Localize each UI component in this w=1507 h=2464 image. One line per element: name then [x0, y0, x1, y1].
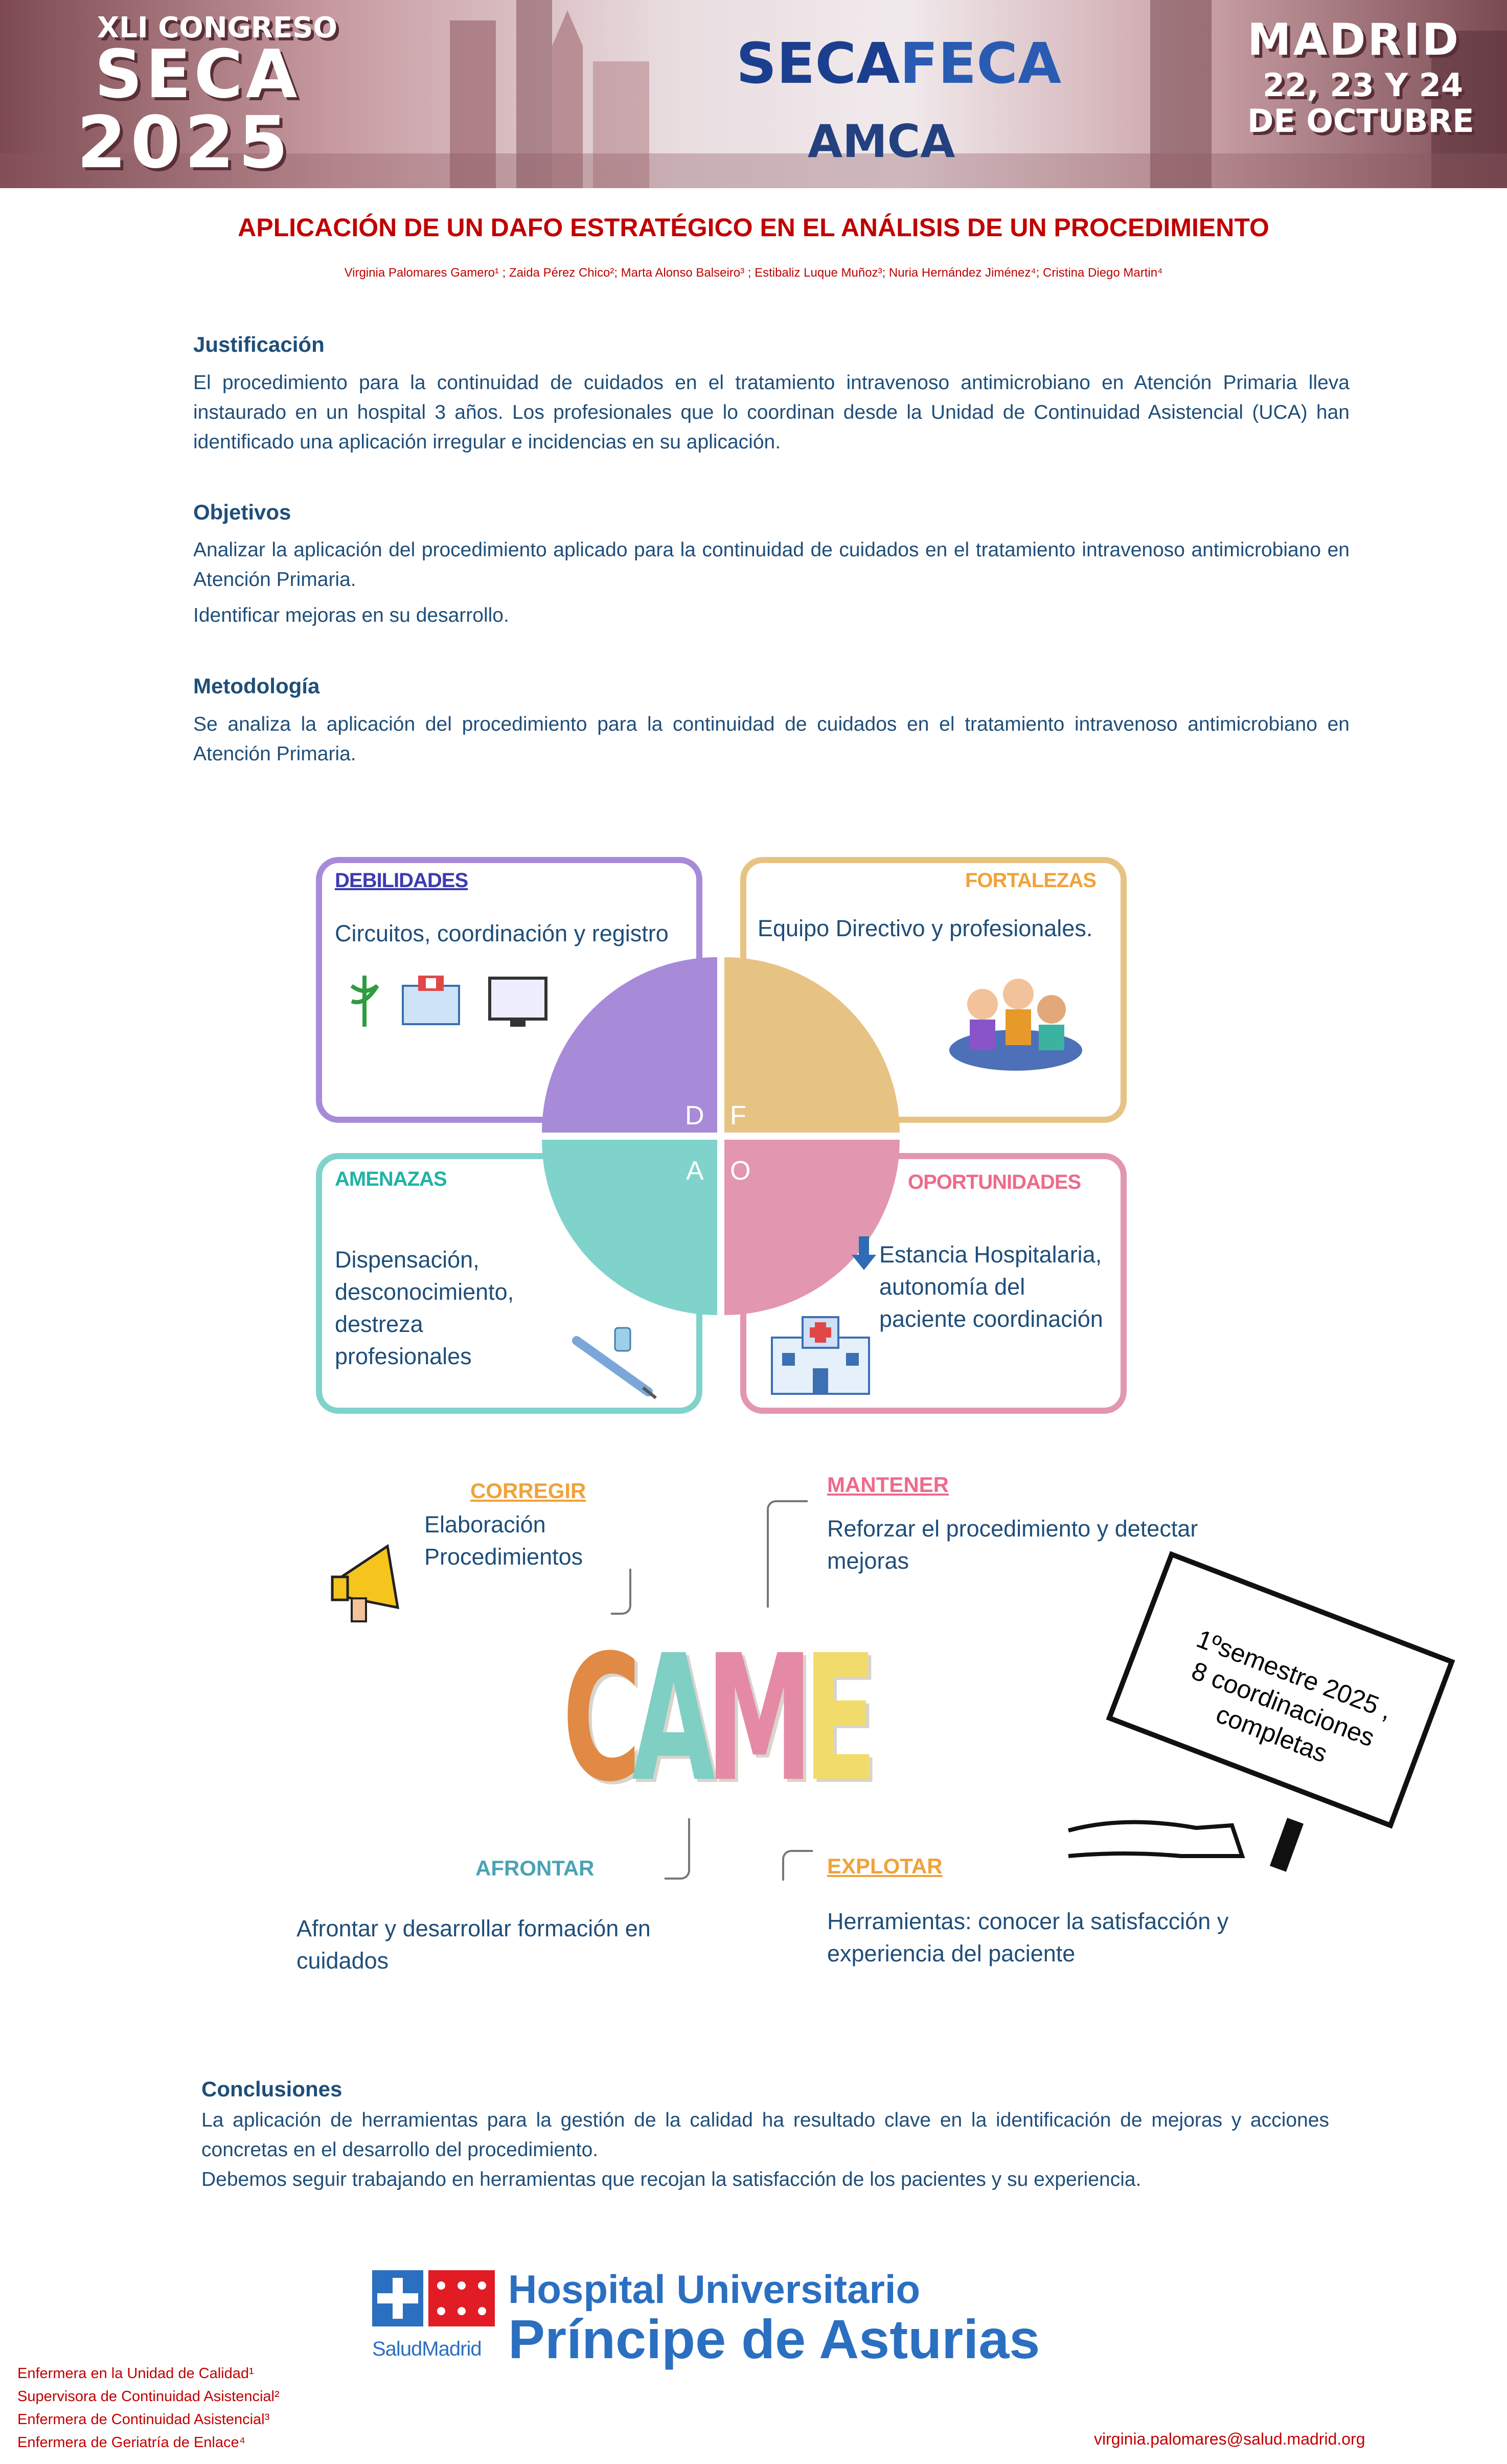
congress-name: SECA	[95, 35, 301, 113]
congress-city: MADRID	[1247, 14, 1461, 65]
bracket-explotar	[782, 1850, 813, 1881]
amca-logo: AMCA	[808, 115, 955, 168]
authors-line: Virginia Palomares Gamero¹ ; Zaida Pérez Chico²; Marta Alonso Balseiro³ ; Estibaliz Luque Muñoz³; Nuria Hernández Jiménez⁴; Cristina Diego Martin⁴	[344, 266, 1163, 280]
feca-logo: FECA	[900, 31, 1062, 96]
poster-title: APLICACIÓN DE UN DAFO ESTRATÉGICO EN EL ANÁLISIS DE UN PROCEDIMIENTO	[238, 213, 1269, 242]
contact-email[interactable]: virginia.palomares@salud.madrid.org	[1094, 2430, 1365, 2448]
congress-number: XLI CONGRESO	[97, 11, 338, 44]
amenazas-label: AMENAZAS	[335, 1168, 447, 1190]
explotar-text: Herramientas: conocer la satisfacción y experiencia del paciente	[827, 1908, 1229, 1966]
syringe-icon	[572, 1325, 658, 1402]
objetivos-text-2: Identificar mejoras en su desarrollo.	[193, 604, 509, 626]
metodologia-heading: Metodología	[193, 674, 320, 698]
hospital-building-icon	[762, 1312, 879, 1399]
came-letter-m: M	[705, 1618, 804, 1820]
hospital-name-line2: Príncipe de Asturias	[508, 2308, 1040, 2370]
oportunidades-label: OPORTUNIDADES	[908, 1171, 1081, 1193]
affiliations	[17, 2362, 280, 2454]
hospital-name-line1: Hospital Universitario	[508, 2267, 921, 2312]
justificacion-heading: Justificación	[193, 332, 325, 356]
salud-madrid-text: SaludMadrid	[372, 2338, 482, 2360]
bracket-mantener	[767, 1500, 808, 1608]
mantener-text: Reforzar el procedimiento y detectar mejoras	[827, 1516, 1198, 1574]
justificacion-text: El procedimiento para la continuidad de cuidados en el tratamiento intravenoso antimicrobiano en Atención Primaria lleva instaurado en un hospital 3 años. Los profesionales que lo coordinan desde la Unidad de Continuidad Asistencial (UCA) han identificado una aplicación irregular e incidencias en su aplicación.	[193, 372, 1350, 453]
came-letter-e: E	[803, 1618, 868, 1820]
down-arrow-icon	[850, 1236, 878, 1272]
bracket-afrontar	[665, 1818, 690, 1880]
congress-dates: 22, 23 Y 24	[1263, 66, 1464, 104]
mantener-label: MANTENER	[827, 1473, 949, 1497]
affiliation-2: Supervisora de Continuidad Asistencial²	[17, 2388, 280, 2405]
explotar-label: EXPLOTAR	[827, 1854, 943, 1878]
bracket-corregir	[611, 1569, 631, 1615]
debilidades-text: Circuitos, coordinación y registro	[335, 920, 669, 946]
congress-year: 2025	[77, 101, 292, 185]
pie-fortalezas	[724, 957, 900, 1133]
afrontar-text: Afrontar y desarrollar formación en cuidados	[296, 1915, 651, 1974]
congress-month: DE OCTUBRE	[1247, 102, 1474, 140]
monitor-icon	[490, 978, 546, 1027]
letter-f: F	[730, 1101, 746, 1131]
affiliation-4: Enfermera de Geriatría de Enlace⁴	[17, 2434, 246, 2451]
megaphone-icon	[326, 1536, 418, 1628]
fortalezas-label: FORTALEZAS	[965, 869, 1096, 892]
seca-logo: SECA	[736, 31, 900, 96]
affiliation-1: Enfermera en la Unidad de Calidad¹	[17, 2365, 254, 2382]
dafo-pie	[542, 957, 900, 1315]
pharmacy-icon	[352, 976, 377, 1027]
amenazas-text: Dispensación, desconocimiento, destreza profesionales	[335, 1247, 514, 1369]
debilidades-icons	[341, 970, 556, 1032]
team-meeting-icon	[942, 968, 1090, 1076]
came-letter-a: A	[632, 1618, 706, 1820]
conclusiones-text-1: La aplicación de herramientas para la gestión de la calidad ha resultado clave en la identificación de mejoras y acciones concretas en el desarrollo del procedimiento.	[201, 2109, 1329, 2161]
afrontar-label: AFRONTAR	[475, 1856, 595, 1880]
oportunidades-text: Estancia Hospitalaria, autonomía del paciente coordinación	[879, 1241, 1103, 1332]
sign-text: 1ºsemestre 2025 , 8 coordinaciones completas	[1188, 1624, 1397, 1768]
metodologia-text: Se analiza la aplicación del procedimiento para la continuidad de cuidados en el tratamiento intravenoso antimicrobiano en Atención Primaria.	[193, 713, 1350, 765]
debilidades-label: DEBILIDADES	[335, 869, 468, 892]
corregir-label: CORREGIR	[470, 1479, 586, 1503]
came-letter-c: C	[562, 1618, 632, 1820]
fortalezas-text: Equipo Directivo y profesionales.	[758, 915, 1093, 941]
letter-d: D	[685, 1101, 704, 1131]
objetivos-heading: Objetivos	[193, 500, 291, 524]
came-word	[562, 1618, 868, 1820]
conclusiones-text-2: Debemos seguir trabajando en herramientas que recojan la satisfacción de los pacientes y su experiencia.	[201, 2168, 1141, 2190]
hospital-icon	[403, 976, 459, 1024]
letter-a: A	[686, 1156, 704, 1186]
corregir-text: Elaboración Procedimientos	[424, 1511, 583, 1570]
conclusiones-heading: Conclusiones	[201, 2077, 342, 2101]
objetivos-text-1: Analizar la aplicación del procedimiento aplicado para la continuidad de cuidados en el tratamiento intravenoso antimicrobiano en Atención Primaria.	[193, 539, 1350, 591]
letter-o: O	[730, 1156, 751, 1186]
affiliation-3: Enfermera de Continuidad Asistencial³	[17, 2411, 270, 2428]
congress-banner	[0, 0, 1507, 188]
